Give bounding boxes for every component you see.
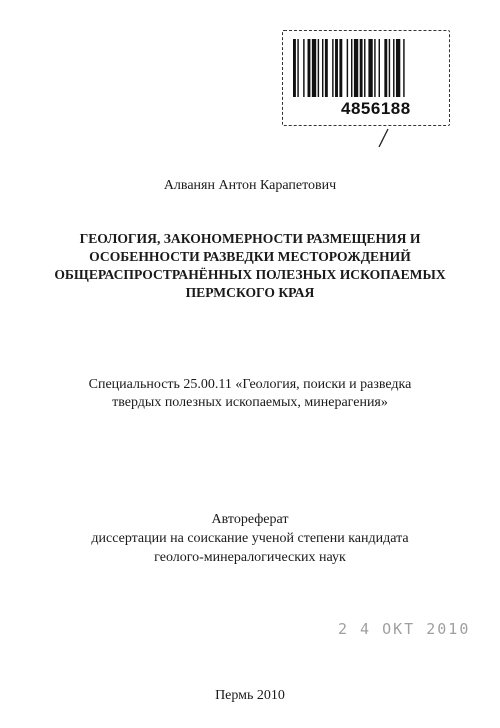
barcode-bar <box>379 39 380 97</box>
barcode-bar <box>360 39 363 97</box>
title-line: ОБЩЕРАСПРОСТРАНЁННЫХ ПОЛЕЗНЫХ ИСКОПАЕМЫХ <box>54 267 446 282</box>
barcode-bar <box>325 39 328 97</box>
barcode-bar <box>374 39 375 97</box>
barcode-bar <box>322 39 323 97</box>
abstract-block <box>0 510 500 567</box>
specialty-line: твердых полезных ископаемых, минерагения» <box>112 395 388 410</box>
handwritten-mark-icon <box>376 128 390 148</box>
barcode-bar <box>297 39 298 97</box>
barcode-bar <box>293 39 296 97</box>
specialty-line: Специальность 25.00.11 «Геология, поиски и разведка <box>88 377 412 392</box>
barcode-bar <box>308 39 311 97</box>
barcode-bar <box>396 39 400 97</box>
specialty-block <box>0 376 500 412</box>
barcode-bar <box>318 39 319 97</box>
barcode-bar <box>335 39 338 97</box>
barcode-bar <box>339 39 342 97</box>
author-name: Алванян Антон Карапетович <box>163 178 337 193</box>
barcode-bar <box>347 39 348 97</box>
library-barcode-label <box>282 30 450 126</box>
abstract-line: Автореферат <box>211 512 289 527</box>
barcode-bar <box>312 39 316 97</box>
date-stamp: 2 4 ОКТ 2010 <box>338 620 471 638</box>
barcode-bar <box>389 39 390 97</box>
barcode-number: 4856188 <box>341 99 411 118</box>
barcode-bar <box>303 39 304 97</box>
barcode-bar <box>351 39 352 97</box>
abstract-line: геолого-минералогических наук <box>154 550 346 565</box>
barcode-bar <box>368 39 372 97</box>
barcode-bar <box>393 39 394 97</box>
barcode-bar <box>403 39 404 97</box>
barcode-bar <box>332 39 333 97</box>
title-line: ОСОБЕННОСТИ РАЗВЕДКИ МЕСТОРОЖДЕНИЙ <box>89 249 411 264</box>
barcode-icon <box>291 39 441 97</box>
title-line: ПЕРМСКОГО КРАЯ <box>185 285 315 300</box>
abstract-line: диссертации на соискание ученой степени кандидата <box>91 531 409 546</box>
barcode-bar <box>354 39 358 97</box>
thesis-title <box>40 230 460 302</box>
barcode-bar <box>384 39 387 97</box>
title-line: ГЕОЛОГИЯ, ЗАКОНОМЕРНОСТИ РАЗМЕЩЕНИЯ И <box>79 231 421 246</box>
barcode-bar <box>364 39 365 97</box>
city-year: Пермь 2010 <box>215 688 285 703</box>
